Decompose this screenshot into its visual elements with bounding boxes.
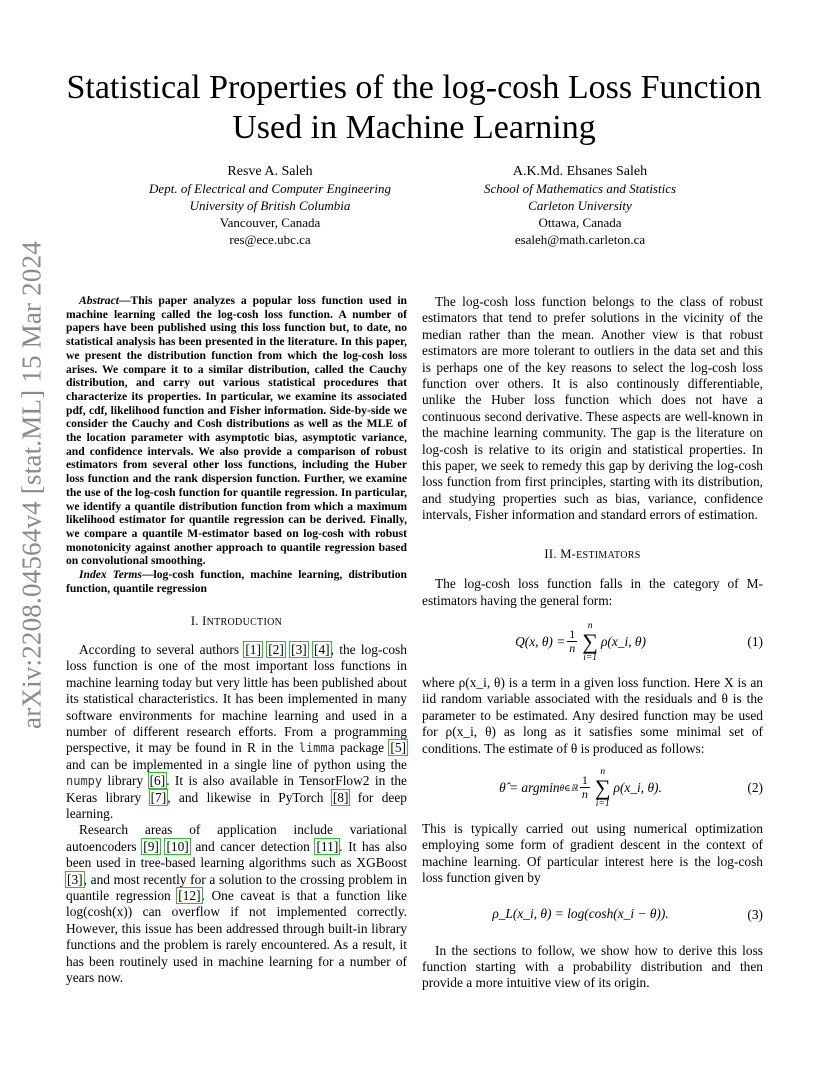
author-location: Vancouver, Canada <box>219 215 321 230</box>
citation-link[interactable]: [3] <box>291 641 307 657</box>
text: . It has also been used in tree-based learning algorithms such as XGBoost <box>66 838 407 871</box>
citation-link[interactable]: [11] <box>316 838 339 854</box>
citation-link[interactable]: [4] <box>314 641 330 657</box>
citation-link[interactable]: [6] <box>149 773 166 789</box>
author-organization: Carleton University <box>528 198 632 213</box>
index-terms-lead: Index Terms <box>79 568 142 582</box>
citation-link[interactable]: [7] <box>150 789 167 805</box>
equation-number: (1) <box>747 633 763 649</box>
intro-paragraph-2 <box>66 822 407 986</box>
equation-rhs: ρ(x_i, θ). <box>613 779 662 795</box>
summation: n ∑ i=1 <box>582 620 598 663</box>
text: for deep learning. <box>66 789 407 821</box>
author-name: A.K.Md. Ehsanes Saleh <box>512 164 648 179</box>
fraction <box>580 774 590 801</box>
text: , and likewise in PyTorch <box>167 789 332 805</box>
equation-number: (3) <box>747 906 763 922</box>
section-smallcaps: NTRODUCTION <box>206 617 283 629</box>
abstract <box>66 294 407 568</box>
citation-link[interactable]: [9] <box>143 838 159 854</box>
text: , the log-cosh loss function is one of the most important loss functions in machine learning today but very little has been published about its statistical characteristics. It has been implemented in many software environments for machine learning and used in a number of different research efforts. From a programming perspective, it may be found in R in the <box>66 641 407 756</box>
sum-lower: i=1 <box>583 652 598 663</box>
section-numeral: I. <box>190 614 203 629</box>
code-numpy: numpy <box>66 774 103 789</box>
citation-link[interactable]: [10] <box>166 838 189 854</box>
author-organization: University of British Columbia <box>189 198 351 213</box>
left-column <box>66 294 407 986</box>
arxiv-identifier: arXiv:2208.04564v4 [stat.ML] 15 Mar 2024 <box>16 241 47 729</box>
numerator: 1 <box>569 627 576 642</box>
citation-link[interactable]: [8] <box>332 789 349 805</box>
author-email: res@ece.ubc.ca <box>229 232 311 247</box>
paper-title <box>60 68 768 148</box>
numerator: 1 <box>581 773 588 788</box>
text: According to several authors <box>79 641 245 657</box>
sum-upper: n <box>587 620 593 631</box>
equation-3 <box>422 895 763 935</box>
section-cap: M- <box>560 546 577 561</box>
body-paragraph: This is typically carried out using numerical optimization employing some form of gradient descent in the context of machine learning. Of particular interest here is the log-cosh loss function given by <box>422 820 763 886</box>
summation: n ∑ i=1 <box>594 766 611 809</box>
denominator: n <box>569 641 576 656</box>
abstract-body: —This paper analyzes a popular loss function used in machine learning called the log-cosh loss function. A number of papers have been published using this loss function but, to date, no statistical analysis has been presented in the literature. In this paper, we present the distribution function from which the log-cosh loss arises. We compare it to a similar distribution, called the Cauchy distribution, and carry out various statistical procedures that characterize its properties. In particular, we examine its associated pdf, cdf, likelihood function and Fisher information. Side-by-side we consider the Cauchy and Cosh distributions as well as the MLE of the location parameter with asymptotic bias, asymptotic variance, and confidence intervals. We also provide a comparison of robust estimators from several other loss functions, including the Huber loss function and the rank dispersion function. Further, we examine the use of the log-cosh function for quantile regression. In particular, we identify a quantile distribution function from which a maximum likelihood estimator for quantile regression can be derived. Finally, we compare a quantile M-estimator based on log-cosh with robust monotonicity against another approach to quantile regression based on convolutional smoothing. <box>66 294 407 568</box>
section-heading-introduction <box>66 613 407 631</box>
author-department: Dept. of Electrical and Computer Engineering <box>149 181 391 196</box>
equation-rhs: ρ(x_i, θ) <box>600 633 646 649</box>
author-block-2 <box>430 163 730 248</box>
body-paragraph: where ρ(x_i, θ) is a term in a given loss function. Here X is an iid random variable associated with the residuals and θ is the parameter to be estimated. Any desired function may be used for ρ(x_i, θ) as long as it satisfies some minimal set of conditions. The estimate of θ is produced as follows: <box>422 674 763 756</box>
section-heading-m-estimators <box>422 546 763 564</box>
section-cap: I <box>202 614 207 629</box>
equation-number: (2) <box>747 779 763 795</box>
text: Research areas of application include variational autoencoders <box>66 822 407 854</box>
citation-link[interactable]: [3] <box>67 871 83 887</box>
citation-link[interactable]: [12] <box>178 887 201 903</box>
text: , and most recently for a solution to the crossing problem in quantile regression <box>66 871 407 903</box>
sum-lower: i=1 <box>595 798 610 809</box>
equation-lhs: Q(x, θ) = <box>515 633 566 649</box>
denominator: n <box>581 787 588 802</box>
body-paragraph: The log-cosh loss function falls in the category of M-estimators having the general form: <box>422 576 763 608</box>
intro-paragraph-1 <box>66 642 407 822</box>
section-numeral: II. <box>544 546 561 561</box>
title-line-2: Used in Machine Learning <box>232 109 596 146</box>
text: and cancer detection <box>189 838 316 854</box>
section-smallcaps: ESTIMATORS <box>576 549 641 561</box>
author-block-1 <box>120 163 420 248</box>
body-paragraph: In the sections to follow, we show how to derive this loss function starting with a probability distribution and then provide a more intuitive view of its origin. <box>422 942 763 991</box>
citation-link[interactable]: [2] <box>268 641 284 657</box>
sum-upper: n <box>600 766 606 777</box>
equation-2 <box>422 763 763 813</box>
fraction <box>567 628 577 655</box>
argmin-subscript: θ∈ℝ <box>559 782 578 793</box>
index-terms <box>66 568 407 595</box>
right-column <box>422 294 763 992</box>
arxiv-sidebar-stamp <box>14 241 50 729</box>
equation-expression: ρ_L(x_i, θ) = log(cosh(x_i − θ)). <box>492 906 669 922</box>
equation-lhs: θ̂ = argmin <box>499 779 560 795</box>
author-name: Resve A. Saleh <box>227 164 313 179</box>
citation-link[interactable]: [5] <box>390 740 406 756</box>
author-location: Ottawa, Canada <box>538 215 622 230</box>
code-limma: limma <box>298 741 335 756</box>
equation-1 <box>422 617 763 667</box>
index-terms-body: —log-cosh function, machine learning, distribution function, quantile regression <box>66 568 407 595</box>
abstract-lead: Abstract <box>79 294 119 307</box>
author-department: School of Mathematics and Statistics <box>483 181 677 196</box>
body-paragraph: The log-cosh loss function belongs to the class of robust estimators that tend to prefer solutions in the vicinity of the median rather than the mean. Another view is that robust estimators are more tolerant to outliers in the data set and this is perhaps one of the key reasons to select the log-cosh loss function over others. It is also continously differentiable, unlike the Huber loss function which does not have a continuous second derivative. These aspects are well-known in the machine learning community. The gap is the literature on log-cosh is relative to its origin and statistical properties. In this paper, we seek to remedy this gap by deriving the log-cosh loss function from first principles, starting with its distribution, and studying properties such as bias, variance, confidence intervals, Fisher information and standard errors of estimation. <box>422 294 763 523</box>
text: . One caveat is that a function like log(cosh(x)) can overflow if not implemented correctly. However, this issue has been addressed through built-in library functions and the problem is rarely encountered. As a result, it has been routinely used in machine learning for a number of years now. <box>66 887 407 985</box>
text: library <box>102 773 149 789</box>
citation-link[interactable]: [1] <box>245 641 261 657</box>
title-line-1: Statistical Properties of the log-cosh Loss Function <box>66 69 762 106</box>
text: package <box>334 740 390 756</box>
text: . It is also available in TensorFlow2 in the Keras library <box>66 773 408 805</box>
text: and can be implemented in a single line of python using the <box>66 756 407 772</box>
author-email: esaleh@math.carleton.ca <box>514 232 646 247</box>
